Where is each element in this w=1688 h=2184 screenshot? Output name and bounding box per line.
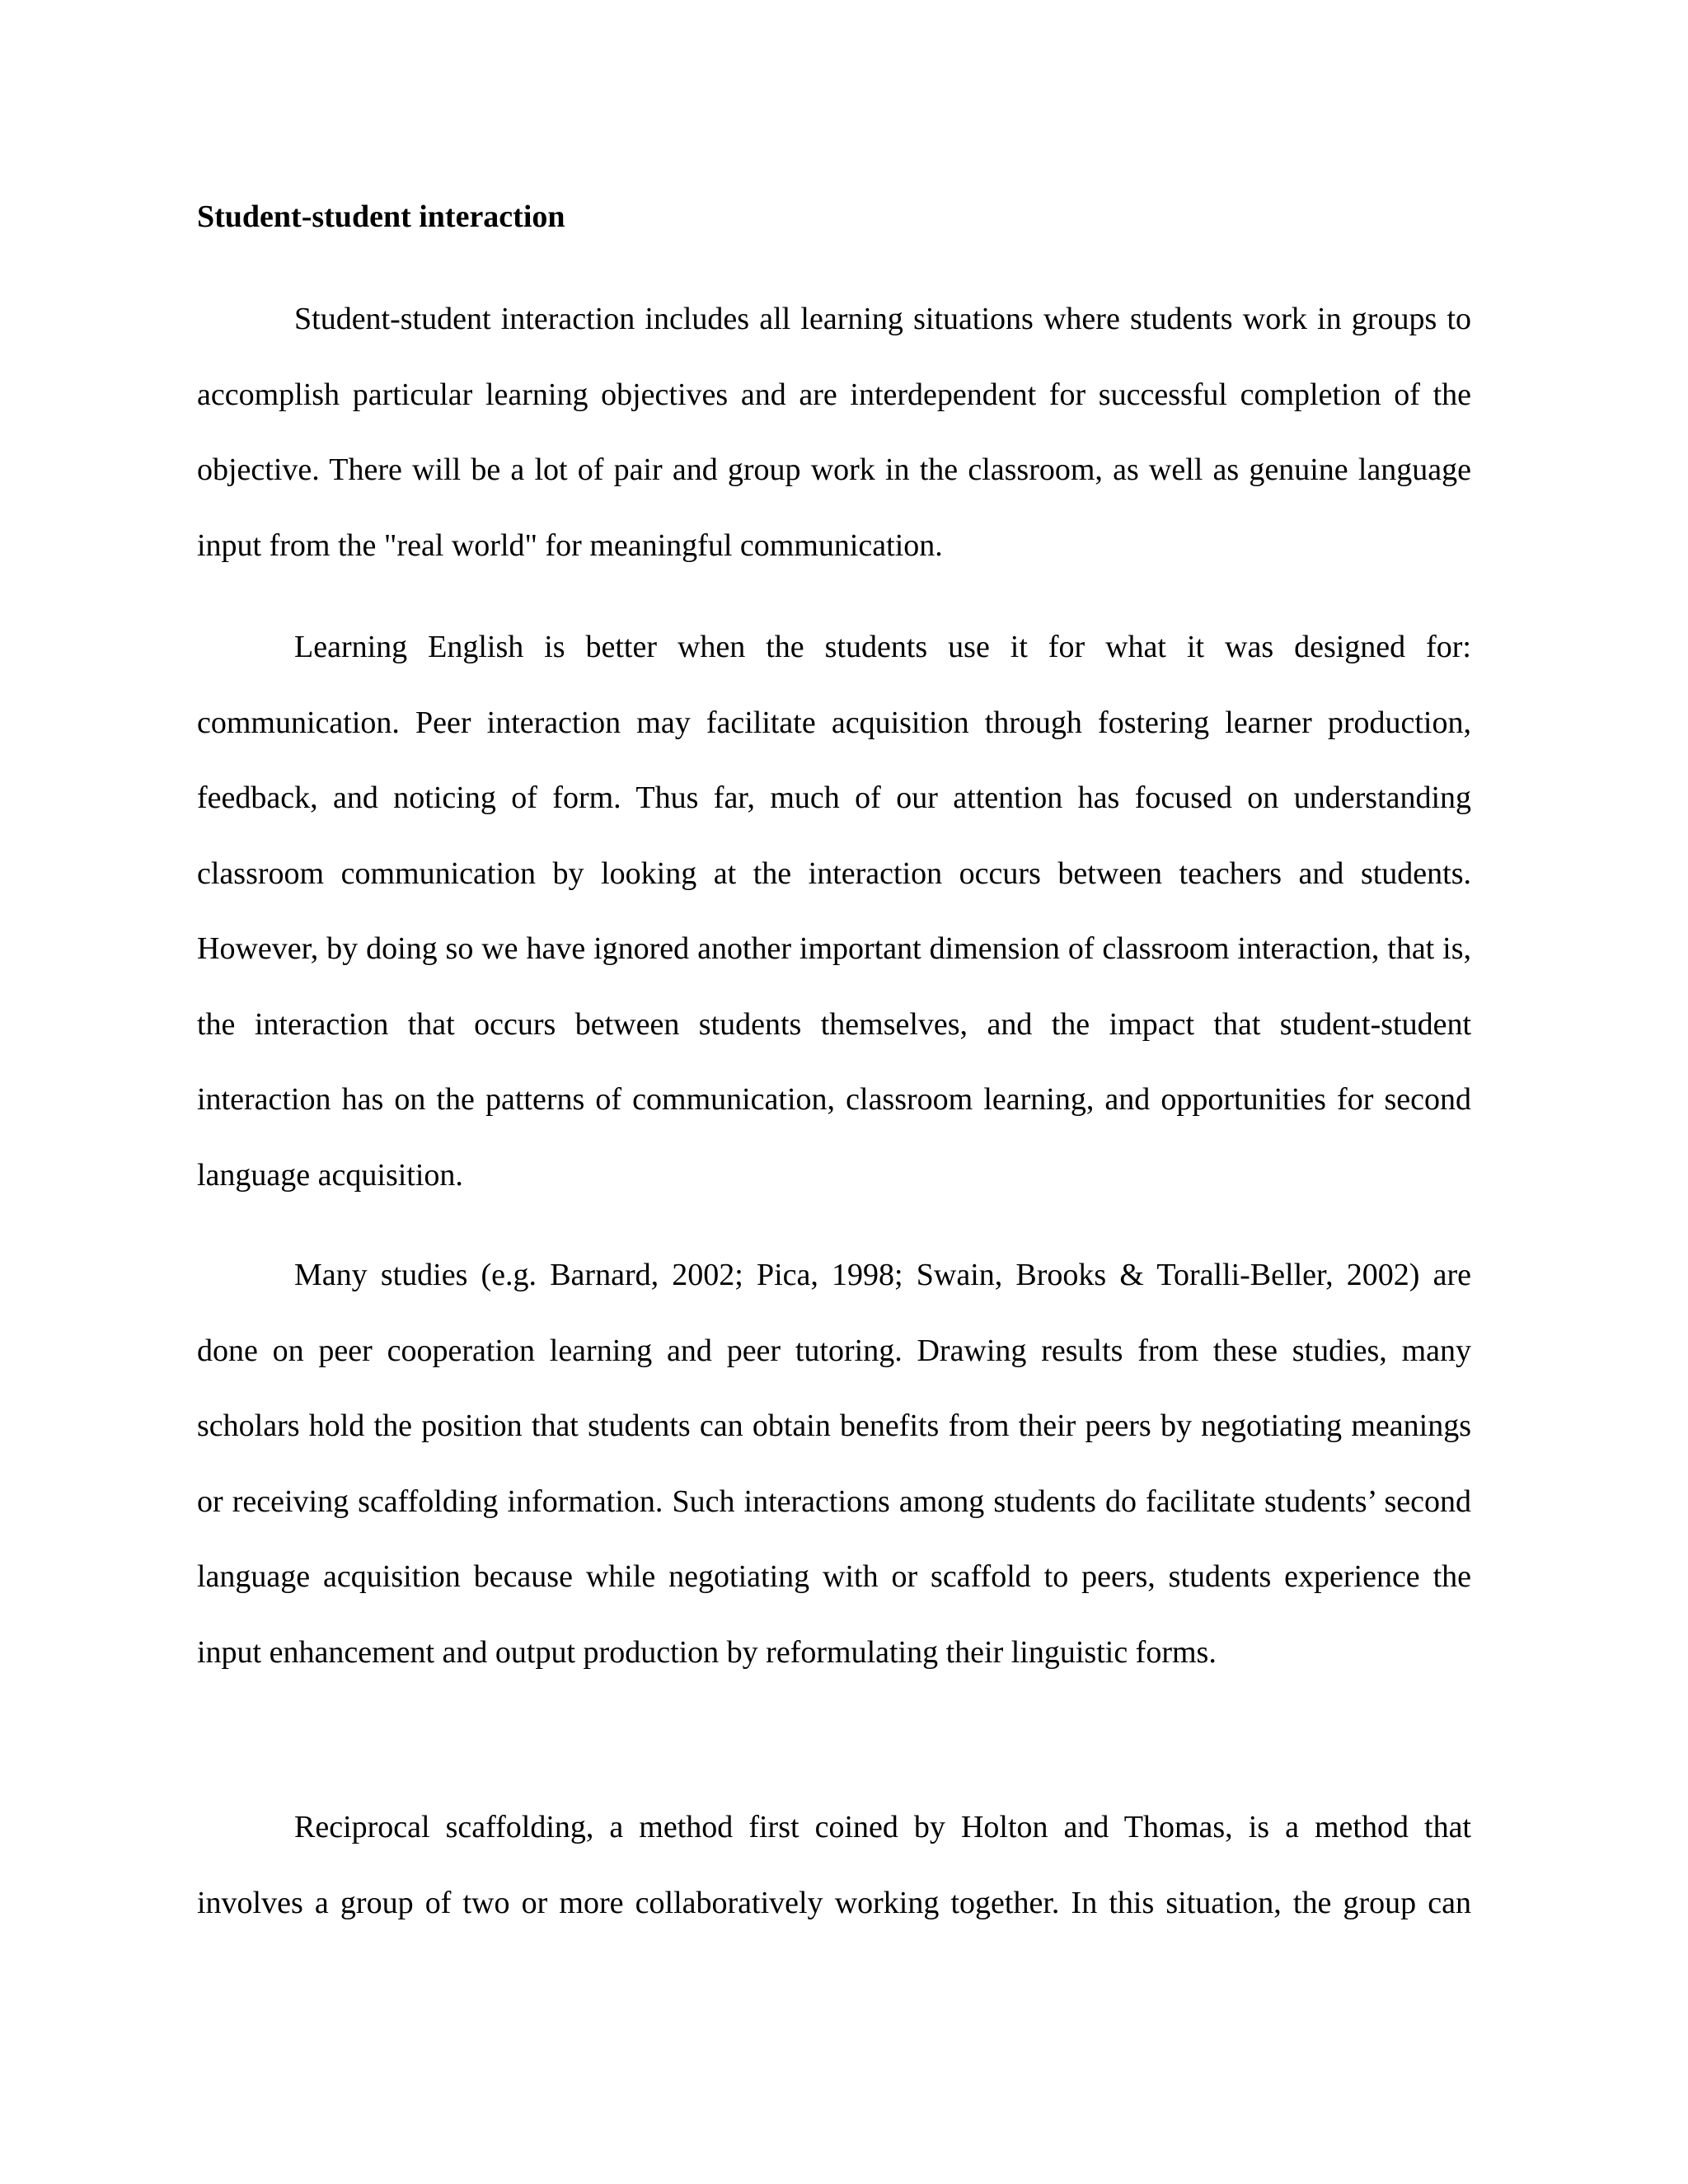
paragraph-1: Student-student interaction includes all learning situations where students work in groups to accomplish particular learning objectives and are interdependent for successful completion of the objective. There will be a lot of pair and group work in the classroom, as well as genuine language input from the "real world" for meaningful communication. — [197, 302, 1471, 563]
paragraph-2: Learning English is better when the students use it for what it was designed for: communication. Peer interaction may facilitate acquisition through fostering learner production, feedback, and noticing of form. Thus far, much of our attention has focused on understanding classroom communication by looking at the interaction occurs between teachers and students. However, by doing so we have ignored another important dimension of classroom interaction, that is, the interaction that occurs between students themselves, and the impact that student-student interaction has on the patterns of communication, classroom learning, and opportunities for second language acquisition. — [197, 630, 1471, 1193]
paragraph-4: Reciprocal scaffolding, a method first coined by Holton and Thomas, is a method that involves a group of two or more collaboratively working together. In this situation, the group can — [197, 1810, 1471, 1920]
section-heading: Student-student interaction — [197, 199, 565, 234]
paragraph-3: Many studies (e.g. Barnard, 2002; Pica, 1998; Swain, Brooks & Toralli-Beller, 2002) are done on peer cooperation learning and peer tutoring. Drawing results from these studies, many scholars hold the position that students can obtain benefits from their peers by negotiating meanings or receiving scaffolding information. Such interactions among students do facilitate students’ second language acquisition because while negotiating with or scaffold to peers, students experience the input enhancement and output production by reformulating their linguistic forms. — [197, 1258, 1471, 1670]
